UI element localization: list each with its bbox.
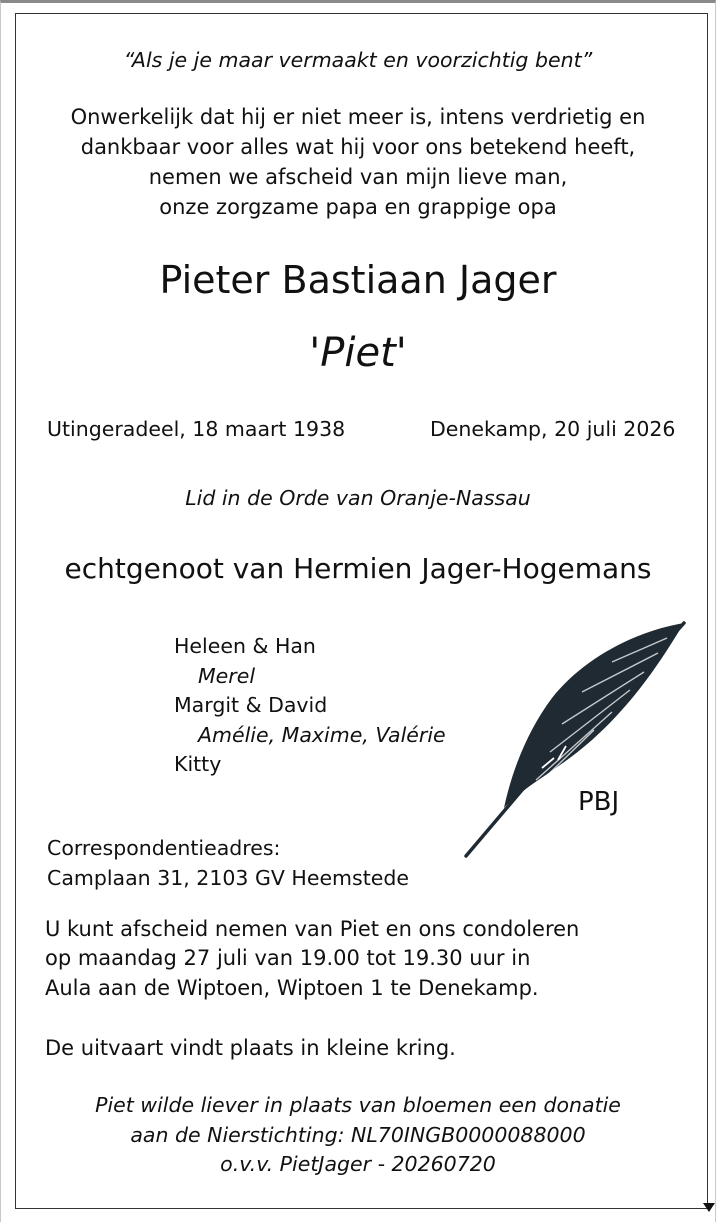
- family-member: Margit & David: [174, 693, 328, 717]
- family-member: Amélie, Maxime, Valérie: [198, 723, 446, 747]
- condolence-line-2: op maandag 27 juli van 19.00 tot 19.30 uur in: [45, 946, 531, 970]
- scroll-down-arrow-icon[interactable]: [703, 1203, 715, 1212]
- quill-feather-icon: [462, 620, 688, 860]
- donation-line-2: aan de Nierstichting: NL70INGB0000088000: [130, 1123, 586, 1147]
- family-member: Heleen & Han: [174, 634, 316, 658]
- initials-monogram: PBJ: [578, 787, 620, 817]
- correspondence-label: Correspondentieadres:: [47, 836, 281, 860]
- condolence-line-3: Aula aan de Wiptoen, Wiptoen 1 te Denekamp.: [45, 976, 539, 1000]
- deceased-name: Pieter Bastiaan Jager: [159, 258, 557, 302]
- intro-line-1: Onwerkelijk dat hij er niet meer is, intens verdrietig en: [70, 105, 646, 129]
- intro-line-3: nemen we afscheid van mijn lieve man,: [148, 165, 568, 189]
- intro-line-4: onze zorgzame papa en grappige opa: [159, 195, 557, 219]
- birth-place-date: Utingeradeel, 18 maart 1938: [47, 417, 346, 441]
- donation-line-1: Piet wilde liever in plaats van bloemen een donatie: [95, 1093, 621, 1117]
- spouse-line: echtgenoot van Hermien Jager-Hogemans: [64, 552, 652, 585]
- death-place-date: Denekamp, 20 juli 2026: [430, 417, 676, 441]
- family-member: Kitty: [174, 752, 222, 776]
- motto: “Als je je maar vermaakt en voorzichtig bent”: [123, 48, 593, 72]
- intro-line-2: dankbaar voor alles wat hij voor ons betekend heeft,: [80, 135, 636, 159]
- donation-line-3: o.v.v. PietJager - 20260720: [220, 1152, 496, 1176]
- condolence-line-1: U kunt afscheid nemen van Piet en ons condoleren: [45, 917, 580, 941]
- honour: Lid in de Orde van Oranje-Nassau: [185, 486, 531, 510]
- family-member: Merel: [198, 664, 256, 688]
- correspondence-address: Camplaan 31, 2103 GV Heemstede: [47, 866, 409, 890]
- deceased-nickname: 'Piet': [309, 330, 407, 376]
- funeral-note: De uitvaart vindt plaats in kleine kring.: [45, 1036, 456, 1060]
